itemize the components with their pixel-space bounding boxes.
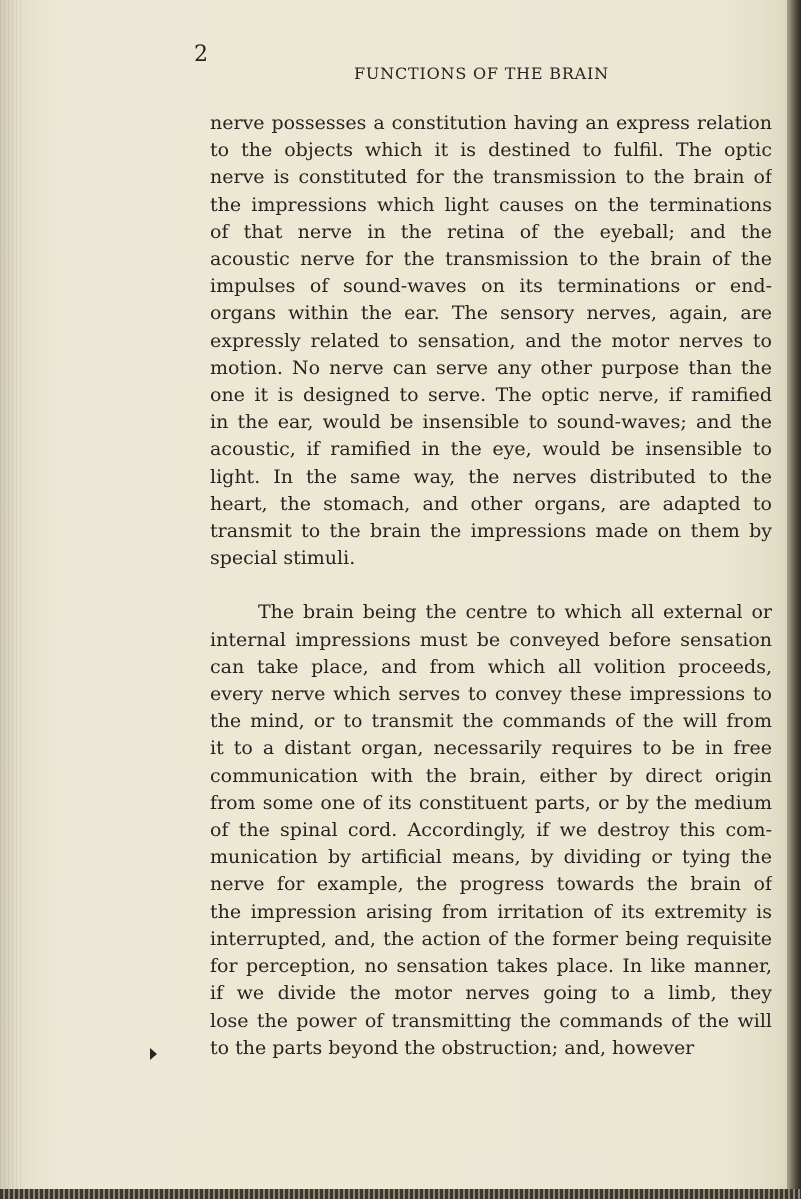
text-line: internal impressions must be conveyed before sensation bbox=[210, 628, 772, 651]
text-line: special stimuli. bbox=[210, 547, 356, 570]
text-line: of the spinal cord. Accordingly, if we destroy this com- bbox=[210, 819, 772, 842]
page-bottom-edge bbox=[0, 1189, 801, 1199]
text-line: expressly related to sensation, and the motor nerves to bbox=[210, 329, 772, 352]
paragraph-2 bbox=[210, 599, 772, 1061]
text-line: in the ear, would be insensible to sound-waves; and the bbox=[210, 411, 772, 434]
text-line: interrupted, and, the action of the former being requisite bbox=[210, 927, 772, 950]
text-line: every nerve which serves to convey these impressions to bbox=[210, 683, 772, 706]
text-line: nerve is constituted for the transmission to the brain of bbox=[210, 166, 772, 189]
text-line: motion. No nerve can serve any other purpose than the bbox=[210, 356, 772, 379]
text-line: one it is designed to serve. The optic nerve, if ramified bbox=[210, 384, 772, 407]
text-line: if we divide the motor nerves going to a limb, they bbox=[210, 982, 772, 1005]
text-line: nerve for example, the progress towards the brain of bbox=[210, 873, 772, 896]
text-line: lose the power of transmitting the commands of the will bbox=[210, 1009, 772, 1032]
body-text bbox=[210, 110, 772, 1062]
text-line: the impressions which light causes on the terminations bbox=[210, 193, 772, 216]
page-edge-shadow bbox=[787, 0, 801, 1199]
text-line: communication with the brain, either by direct origin bbox=[210, 764, 772, 787]
page-number: 2 bbox=[194, 42, 208, 67]
text-line: to the parts beyond the obstruction; and, however bbox=[210, 1036, 695, 1059]
text-line: light. In the same way, the nerves distributed to the bbox=[210, 465, 772, 488]
text-line: munication by artificial means, by dividing or tying the bbox=[210, 846, 772, 869]
text-line: the impression arising from irritation of its extremity is bbox=[210, 900, 772, 923]
text-line: transmit to the brain the impressions made on them by bbox=[210, 520, 772, 543]
text-line: heart, the stomach, and other organs, are adapted to bbox=[210, 492, 772, 515]
text-line: the mind, or to transmit the commands of the will from bbox=[210, 710, 772, 733]
text-line: can take place, and from which all volition proceeds, bbox=[210, 655, 772, 678]
text-line: for perception, no sensation takes place. In like manner, bbox=[210, 955, 772, 978]
text-line: impulses of sound-waves on its terminations or end- bbox=[210, 275, 772, 298]
text-line: from some one of its constituent parts, or by the medium bbox=[210, 791, 772, 814]
text-line: to the objects which it is destined to fulfil. The optic bbox=[210, 139, 772, 162]
margin-arrow-icon bbox=[150, 1048, 157, 1060]
text-line: nerve possesses a constitution having an express relation bbox=[210, 112, 772, 134]
text-line: of that nerve in the retina of the eyeball; and the bbox=[210, 220, 772, 243]
text-line: it to a distant organ, necessarily requires to be in free bbox=[210, 737, 772, 760]
running-head: FUNCTIONS OF THE BRAIN bbox=[354, 64, 609, 83]
page-gutter bbox=[0, 0, 22, 1199]
text-line: acoustic, if ramified in the eye, would be insensible to bbox=[210, 438, 772, 461]
text-line: organs within the ear. The sensory nerves, again, are bbox=[210, 302, 772, 325]
text-line: acoustic nerve for the transmission to the brain of the bbox=[210, 248, 772, 271]
paragraph-1 bbox=[210, 110, 772, 572]
text-line: The brain being the centre to which all external or bbox=[258, 601, 772, 624]
